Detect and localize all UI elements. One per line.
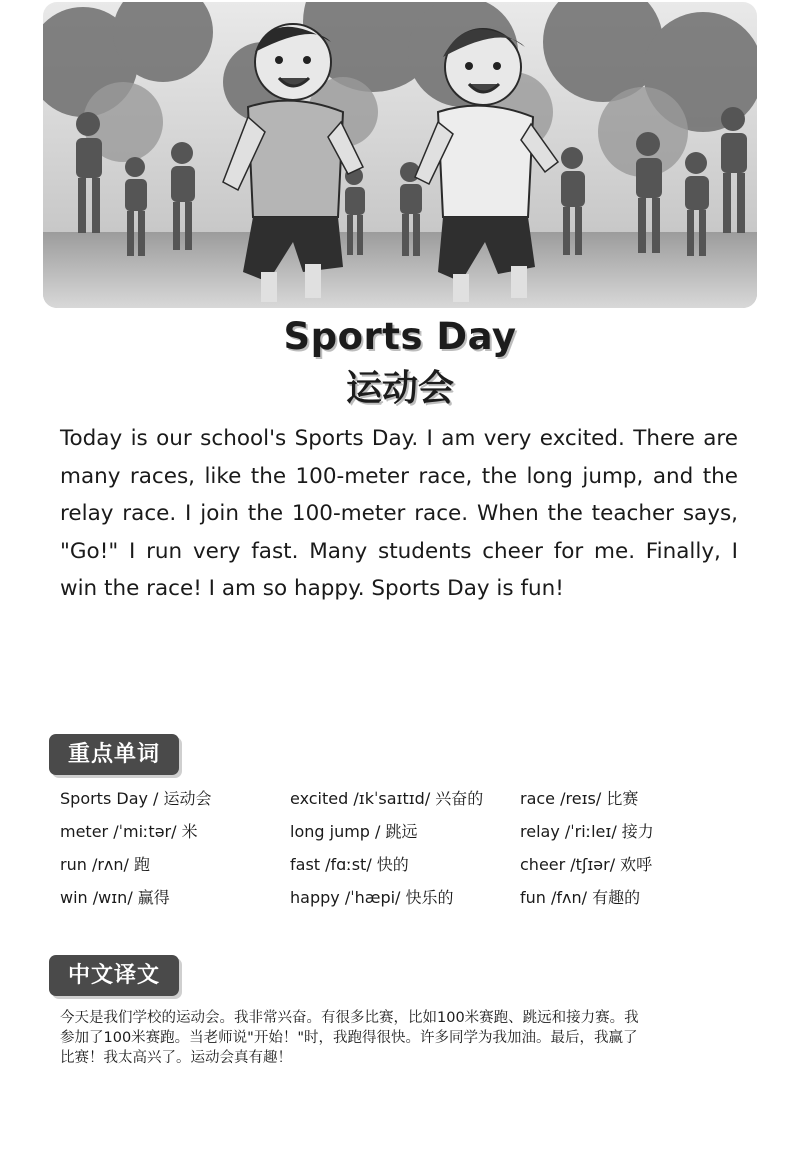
vocab-section-label: 重点单词 — [49, 734, 179, 775]
vocab-item: run /rʌn/ 跑 — [60, 855, 151, 874]
translation-section-label: 中文译文 — [49, 955, 179, 996]
vocab-item: fast /fɑːst/ 快的 — [290, 855, 409, 874]
children-running-illustration-icon — [43, 2, 757, 308]
vocab-item: excited /ɪkˈsaɪtɪd/ 兴奋的 — [290, 789, 484, 808]
title-english: Sports Day — [283, 315, 517, 358]
vocab-item: fun /fʌn/ 有趣的 — [520, 888, 641, 907]
vocab-item: happy /ˈhæpi/ 快乐的 — [290, 888, 454, 907]
vocab-item: cheer /tʃɪər/ 欢呼 — [520, 855, 653, 874]
vocab-item: win /wɪn/ 赢得 — [60, 888, 170, 907]
title-chinese: 运动会 — [345, 368, 454, 409]
vocab-grid — [60, 787, 760, 910]
vocab-item: long jump / 跳远 — [290, 822, 418, 841]
vocab-item: relay /ˈriːleɪ/ 接力 — [520, 822, 654, 841]
story-paragraph: Today is our school's Sports Day. I am very excited. There are many races, like the 100-meter race, the long jump, and the relay race. I join the 100-meter race. When the teacher says, "Go!" I run very fast. Many students cheer for me. Finally, I win the race! I am so happy. Sports Day is fun! — [60, 426, 738, 601]
vocab-item: race /reɪs/ 比赛 — [520, 789, 639, 808]
vocab-item: meter /ˈmiːtər/ 米 — [60, 822, 198, 841]
hero-illustration — [43, 2, 757, 308]
vocab-item: Sports Day / 运动会 — [60, 789, 212, 808]
translation-paragraph: 今天是我们学校的运动会。我非常兴奋。有很多比赛，比如100米赛跑、跳远和接力赛。我参加了100米赛跑。当老师说"开始！"时，我跑得很快。许多同学为我加油。最后，我赢了比赛！我太高兴了。运动会真有趣！ — [60, 1010, 639, 1066]
